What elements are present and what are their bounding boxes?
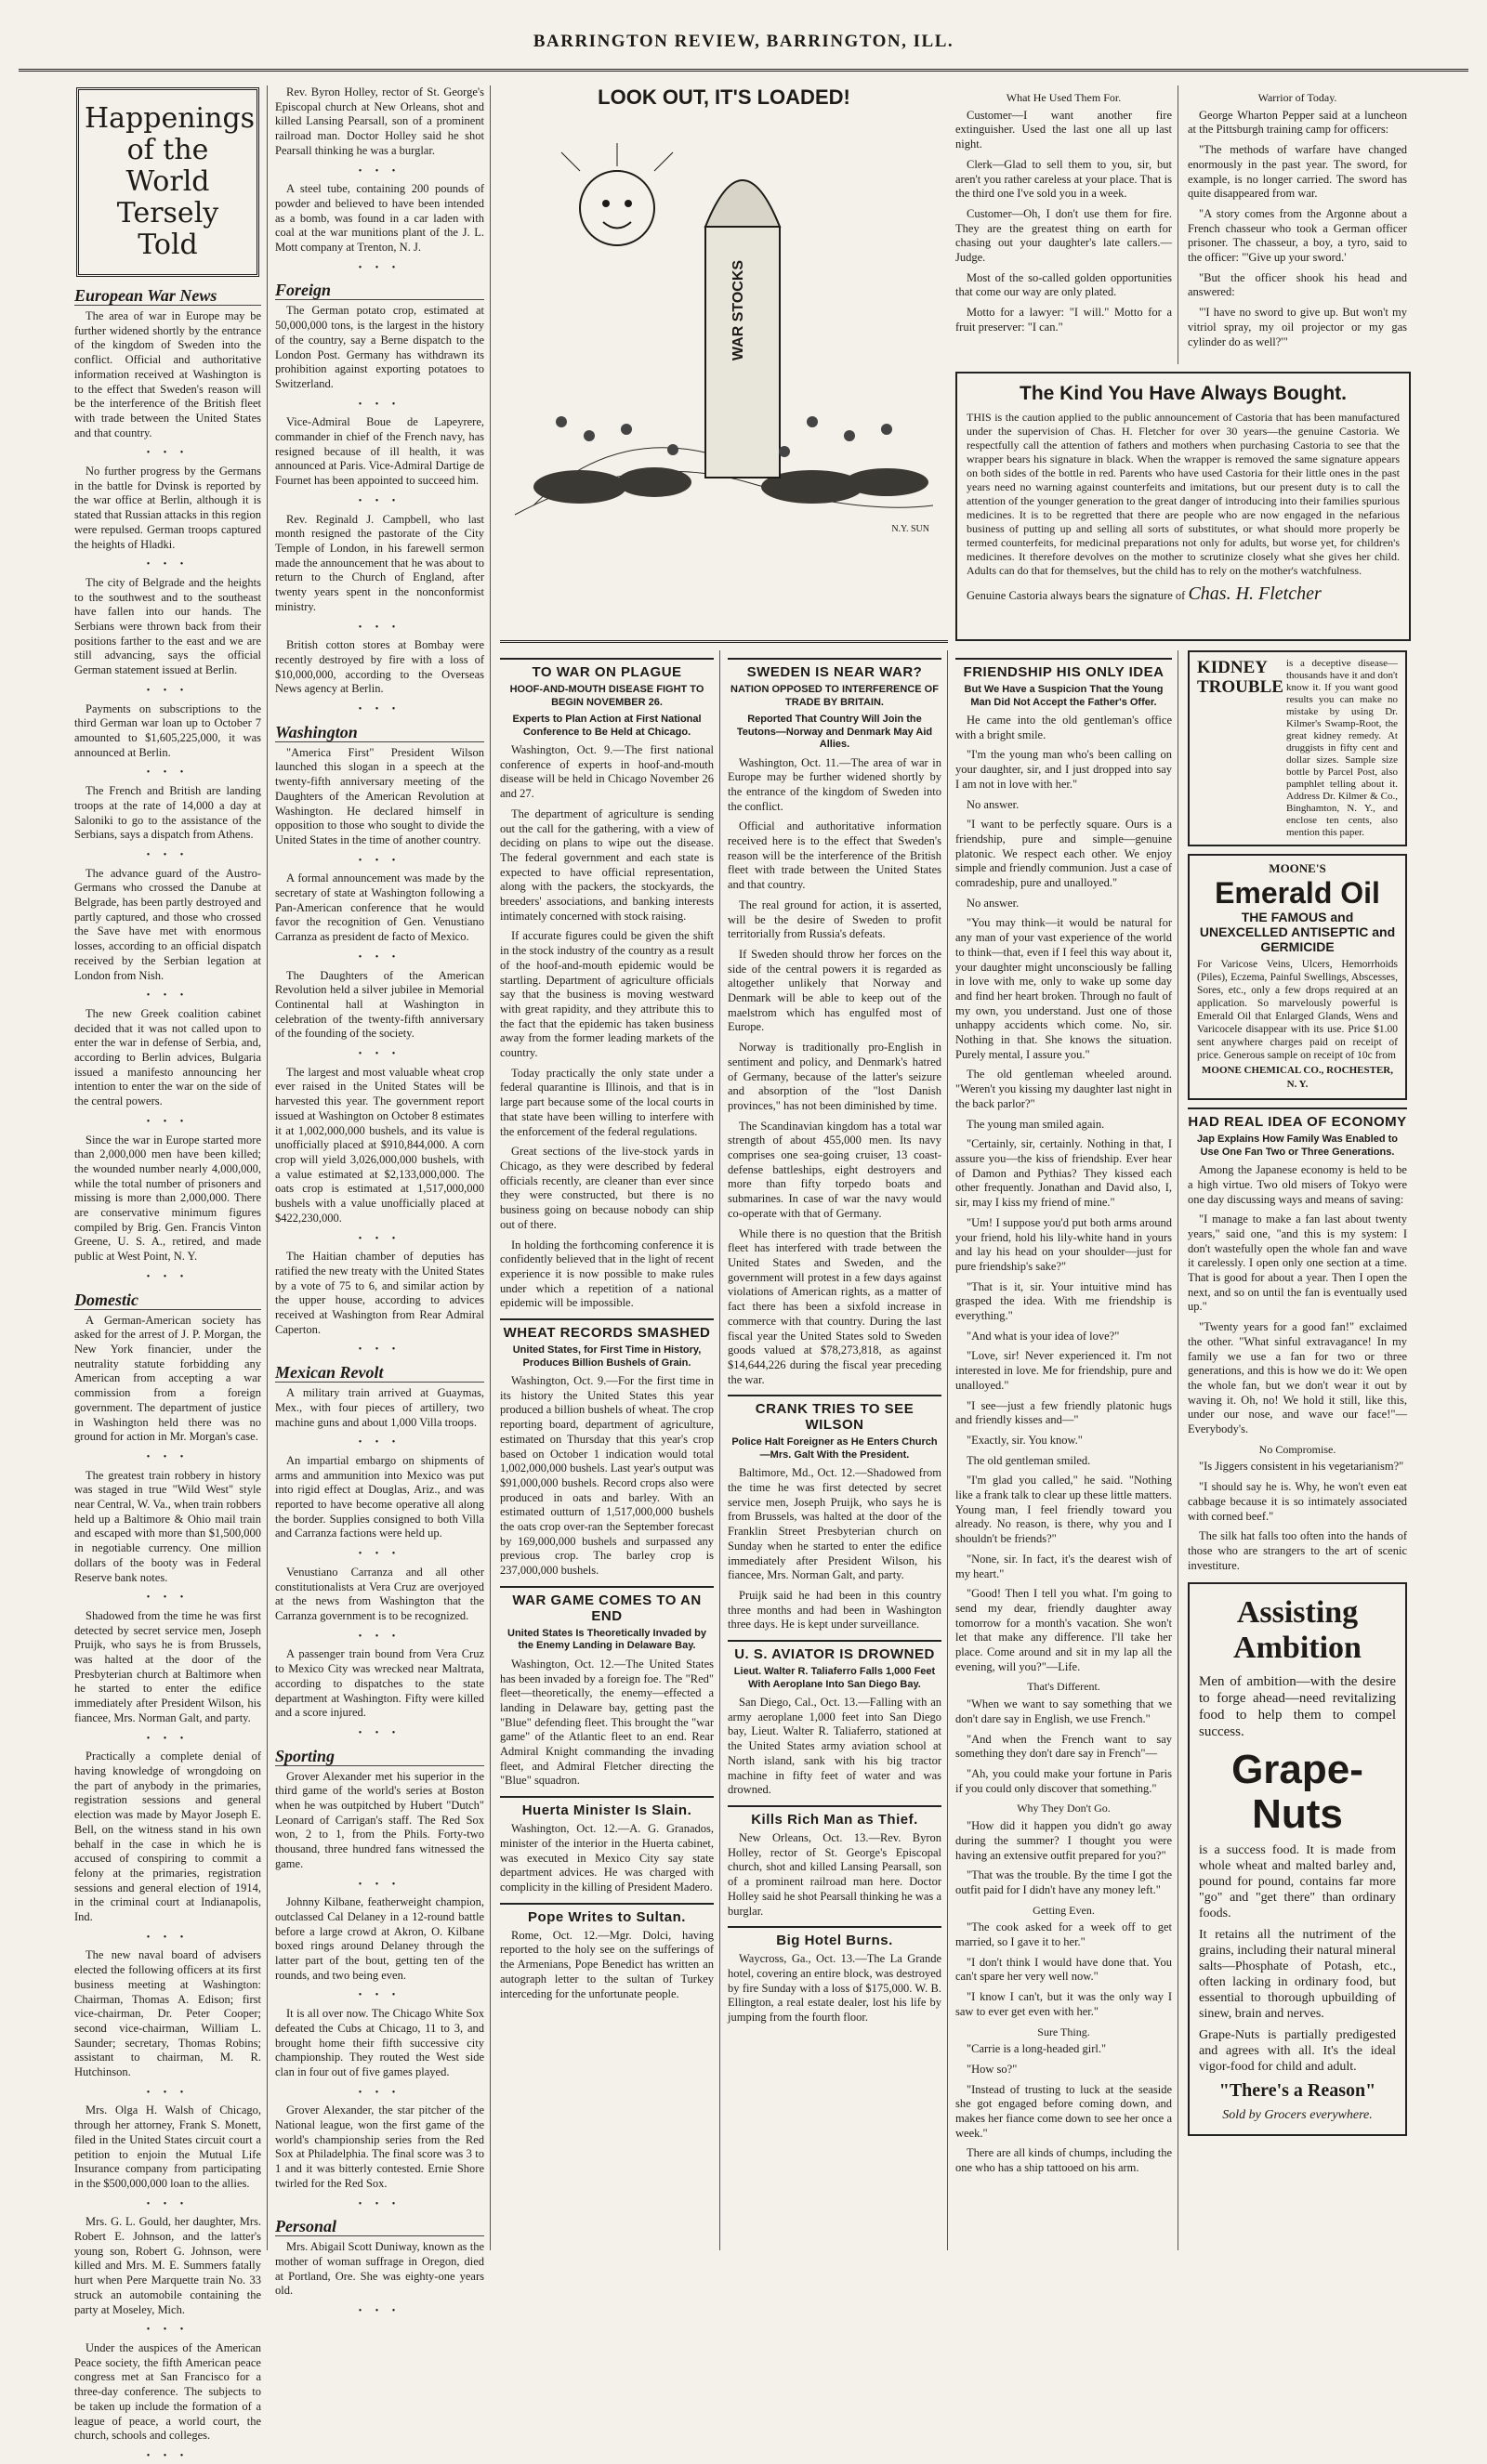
item-separator: • • • (358, 1549, 401, 1560)
news-item: A military train arrived at Guaymas, Mex., with four pieces of artillery, two machine guns and about 1,000 Villa troops. (275, 1386, 484, 1429)
news-item: No further progress by the Germans in the battle for Dvinsk is reported by the war office at Berlin, although it is stated that Russian attacks in this region were repulsed. German troops captured the heights of Hladki. (74, 465, 261, 551)
grape-brand: Grape-Nuts (1231, 1747, 1363, 1838)
warrior-paras (1188, 109, 1407, 350)
paragraph: "Exactly, sir. You know." (967, 1433, 1083, 1447)
item-separator: • • • (358, 1344, 401, 1356)
story-headline: Big Hotel Burns. (728, 1926, 941, 1948)
paragraph: "I manage to make a fan last about twenty years," said one, "and this is my system: I don't wastefully open the whole fan and wave it carelessly. I open only one section at a time. That is good for about a year. Then I open the next, and so on until the fan is eventually used up." (1188, 1212, 1407, 1314)
small-item-paragraph: "The cook asked for a week off to get married, so I gave it to her." (955, 1920, 1172, 1949)
paragraph: No answer. (967, 896, 1020, 910)
story-paragraph: The Scandinavian kingdom has a total war strength of about 455,000 men. Its navy comprises one sea-going cruiser, 13 coast-defense battleships, eight destroyers and more than fifty torpedo boats and submarines. In case of war the navy would co-operate with that of Germany. (728, 1119, 941, 1220)
paragraph: "That is it, sir. Your intuitive mind has grasped the idea. With me friendship is everything." (955, 1279, 1172, 1323)
moone-brand: MOONE'S (1269, 861, 1326, 875)
economy-sub: Jap Explains How Family Was Enabled to Use One Fan Two or Three Generations. (1197, 1134, 1398, 1158)
col5-small-items (955, 1680, 1172, 2175)
story-paragraph: Official and authoritative information received here is to the effect that Sweden's reason will be the interference of the British fleet with trade between the United States and that country. (728, 819, 941, 892)
section-heading: Domestic (74, 1291, 261, 1310)
item-separator: • • • (358, 855, 401, 866)
story-paragraph: Washington, Oct. 12.—The United States has been invaded by a foreign foe. The "Red" fleet—theoretically, the enemy—effected a landing in Delaware bay, getting past the "Blue" defending fleet. This brought the "war game" of the Atlantic fleet to an end. Rear Admiral Knight commanding the invading fleet, and Admiral Fletcher directing the "Blue" squadron. (500, 1657, 714, 1788)
news-item: The advance guard of the Austro-Germans who crossed the Danube at Belgrade, has been partly destroyed and partly captured, and those who crossed the Save have met with enormous losses, according to an official dispatch received by the Serbian legation at London from Nish. (74, 866, 261, 982)
story-paragraph: San Diego, Cal., Oct. 13.—Falling with an army aeroplane 1,000 feet into San Diego bay, Lieut. Walter R. Taliaferro, stationed at the United States army aviation school at North island, sank with his big tractor machine in fifty feet of water and was drowned. (728, 1696, 941, 1797)
castoria-sig-line: Genuine Castoria always bears the signature of (967, 589, 1186, 602)
news-item: The largest and most valuable wheat crop ever raised in the United States will be harvested this year. The government report issued at Washington on October 8 estimates it at 1,002,000,000 bushels, and its value is unofficially placed at $910,844,000. A corn crop will yield 3,026,000,000 bushels, with a value estimated at $2,133,000,000. The oats crop is estimated at 1,517,000,000 bushels with a value unofficially placed at $422,230,000. (275, 1065, 484, 1225)
story-headline: TO WAR ON PLAGUE (500, 658, 714, 680)
paragraph: "Twenty years for a good fan!" exclaimed the other. "What sinful extravagance! In my family we use a fan for two or three generations, and this is how we do it: We open the whole fan, but we don't wear it out by waving it. Oh, no! We hold it still, like this, under our nose, and wave our face!"—Everybody's. (1188, 1320, 1407, 1436)
cartoon-title: LOOK OUT, IT'S LOADED! (598, 85, 850, 109)
story-subhead: HOOF-AND-MOUTH DISEASE FIGHT TO BEGIN NOVEMBER 26. (509, 684, 704, 708)
grape-sold: Sold by Grocers everywhere. (1222, 2108, 1373, 2123)
paragraph: "The methods of warfare have changed enormously in the past year. The sword, for example, is no longer carried. The sword has quite disappeared from war. (1188, 143, 1407, 201)
paragraph: The old gentleman wheeled around. "Weren't you kissing my daughter last night in the back parlor?" (955, 1068, 1172, 1110)
story-headline: SWEDEN IS NEAR WAR? (728, 658, 941, 680)
grape-reason: "There's a Reason" (1218, 2080, 1376, 2102)
masthead: BARRINGTON REVIEW, BARRINGTON, ILL. (533, 32, 954, 51)
section-heading: Sporting (275, 1747, 484, 1766)
story-headline: CRANK TRIES TO SEE WILSON (728, 1395, 941, 1433)
small-item-paragraph: "I know I can't, but it was the only way I saw to ever get even with her." (955, 1990, 1172, 2018)
item-separator: • • • (146, 448, 190, 459)
story-paragraph: Washington, Oct. 11.—The area of war in Europe may be further widened shortly by the entrance of the kingdom of Sweden into the conflict. (728, 755, 941, 813)
small-item-head: That's Different. (1027, 1680, 1100, 1694)
news-item: The Daughters of the American Revolution held a silver jubilee in Memorial Continental hall at Washington in celebration of the twenty-fifth anniversary of the founding of the society. (275, 968, 484, 1041)
masthead-rule (19, 69, 1468, 72)
moone-tag: THE FAMOUS and UNEXCELLED ANTISEPTIC and GERMICIDE (1199, 909, 1396, 954)
compromise-paras (1188, 1460, 1407, 1573)
small-item-paragraph: "How did it happen you didn't go away during the summer? I thought you were having an extensive outfit prepared for you?" (955, 1819, 1172, 1862)
economy-head: HAD REAL IDEA OF ECONOMY (1188, 1107, 1407, 1130)
news-item: Rev. Reginald J. Campbell, who last month resigned the pastorate of the City Temple of London, in his farewell sermon made the announcement that he was about to return to the Church of England, after twenty years spent in the nonconformist ministry. (275, 512, 484, 613)
news-item: Under the auspices of the American Peace society, the fifth American peace congress met at San Francisco for a three-day conference. The subjects to be taken up include the formation of a league of peace, a world court, the church, schools and colleges. (74, 2341, 261, 2443)
section-heading: Mexican Revolt (275, 1363, 484, 1383)
paragraph: "I want to be perfectly square. Ours is a friendship, pure and simple—genuine platonic. We respect each other. We enjoy simple and friendly communion. Just a case of comradeship, pure and unalloyed." (955, 818, 1172, 890)
story-paragraph: Baltimore, Md., Oct. 12.—Shadowed from the time he was first detected by secret service men, Joseph Pruijk, who says he is from Brussels, was halted at the door of the Franklin Street Presbyterian church on Sunday when he started to enter the edifice immediately after President Wilson, his fiancee, Mrs. Norman Galt, and party. (728, 1466, 941, 1582)
news-item: Practically a complete denial of having knowledge of wrongdoing on the part of anybody in the primaries, registration sessions and general election was made by Mayor Joseph E. Bell, on the witness stand in his own behalf in the case in which he is accused of conspiring to commit a felony at the primaries, registration sessions and general election of 1914, in the criminal court at Indianapolis, Ind. (74, 1750, 261, 1924)
item-separator: • • • (358, 951, 401, 963)
news-item: Shadowed from the time he was first detected by secret service men, Joseph Pruijk, who says he is from Brussels, was halted at the door of the Presbyterian church at Baltimore when he started to enter the edifice immediately after President Wilson, his fiancee, Mrs. Norman Galt, and party. (74, 1608, 261, 1724)
small-item-paragraph: "And when the French want to say something they don't dare say in French"— (955, 1732, 1172, 1761)
section-heading: European War News (74, 286, 261, 306)
item-separator: • • • (146, 1733, 190, 1744)
item-separator: • • • (358, 399, 401, 410)
news-item: Mrs. Olga H. Walsh of Chicago, through her attorney, Frank S. Monett, filed in the United States circuit court a petition to enjoin the Mutual Life Insurance company from participating in the $500,000,000 loan to the allies. (74, 2104, 261, 2190)
paragraph: "A story comes from the Argonne about a French chasseur who took a German officer prisoner. The chasseur, a boy, a tyro, said to the officer: "'Give up your sword.' (1188, 206, 1407, 265)
kidney-ad (1188, 650, 1407, 846)
news-item: Venustiano Carranza and all other constitutionalists at Vera Cruz are overjoyed at the news from Washington that the Carranza government is to be recognized. (275, 1565, 484, 1622)
column-5-lower (955, 650, 1178, 2250)
item-separator: • • • (358, 165, 401, 177)
story-paragraph: Pruijk said he had been in this country three months and had been in Washington three days. He is kept under surveillance. (728, 1588, 941, 1632)
small-item-head: Sure Thing. (1037, 2025, 1090, 2038)
item-separator: • • • (358, 1631, 401, 1642)
paragraph: No answer. (967, 797, 1020, 811)
item-separator: • • • (358, 2306, 401, 2317)
item-separator: • • • (146, 2198, 190, 2209)
story-paragraph: Washington, Oct. 9.—The first national conference of experts in hoof-and-mouth disease will be held in Chicago November 26 and 27. (500, 743, 714, 801)
paragraph: "Is Jiggers consistent in his vegetarianism?" (1199, 1460, 1404, 1474)
news-item: Grover Alexander met his superior in the third game of the world's series at Boston when he was outpitched by Hubert "Dutch" Leonard of Carrigan's staff. The Red Sox won, 2 to 1, from the Phils. Forty-two thousand, three hundred fans witnessed the game. (275, 1769, 484, 1870)
small-item-paragraph: "Instead of trusting to luck at the seaside she got engaged before coming down, and makes her fiance come down to see her once a week." (955, 2082, 1172, 2140)
moone-company: MOONE CHEMICAL CO., ROCHESTER, N. Y. (1202, 1064, 1393, 1091)
news-item: Mrs. G. L. Gould, her daughter, Mrs. Robert E. Johnson, and the latter's young son, Robert G. Johnson, were killed and Mrs. M. E. Summers fatally hurt when Pere Marquette train No. 33 struck an automobile containing the party at Moseley, Mich. (74, 2215, 261, 2316)
item-separator: • • • (358, 704, 401, 715)
story-subhead: NATION OPPOSED TO INTERFERENCE OF TRADE BY BRITAIN. (730, 684, 939, 708)
section-heading: Personal (275, 2217, 484, 2236)
paragraph: The silk hat falls too often into the hands of those who are strangers to the art of scenic investiture. (1188, 1529, 1407, 1572)
story-paragraph: New Orleans, Oct. 13.—Rev. Byron Holley, rector of St. George's Episcopal church, shot and killed Lansing Pearsall, son of a prominent railroad man here. Doctor Holley said he shot Pearsall thinking he was a burglar. (728, 1830, 941, 1918)
news-item: The Haitian chamber of deputies has ratified the new treaty with the United States by a vote of 75 to 6, and similar action by the upper house, according to advices received at Washington from Rear Admiral Caperton. (275, 1250, 484, 1336)
paragraph: The young man smiled again. (967, 1117, 1105, 1131)
grape-body2: It retains all the nutriment of the grains, including their natural mineral salts—Phosphate of Potash, etc., often lacking in ordinary food, but essential to thorough upbuilding of sinew, brain and nerves. (1199, 1928, 1396, 2022)
paragraph: "Love, sir! Never experienced it. I'm not interested in love. Me for friendship, pure and unalloyed." (955, 1349, 1172, 1392)
news-item: It is all over now. The Chicago White Sox defeated the Cubs at Chicago, 11 to 3, and brought home their fifth successive city championship. They routed the West side clan in four out of five games played. (275, 2007, 484, 2078)
paragraph: Most of the so-called golden opportunities that come our way are only plated. (955, 270, 1172, 299)
grape-nuts-ad (1188, 1582, 1407, 2135)
item-separator: • • • (358, 1727, 401, 1738)
news-item: Grover Alexander, the star pitcher of the National league, won the first game of the world's championship series from the Red Sox at Philadelphia. The final score was 3 to 1 and it was bitterly contested. Ernie Shore twirled for the Red Sox. (275, 2104, 484, 2190)
paragraph: "I'm glad you called," he said. "Nothing like a frank talk to clear up these little matters. Young man, I feel friendly toward you already. No reason, is there, why you and I shouldn't be friends?" (955, 1474, 1172, 1546)
col3-stories (500, 658, 714, 2001)
story-paragraph: Waycross, Ga., Oct. 13.—The La Grande hotel, covering an entire block, was destroyed by fire Sunday with a loss of $175,000. W. B. Ellington, a real estate dealer, lost his life by jumping from the fourth floor. (728, 1952, 941, 2025)
grape-body3: Grape-Nuts is partially predigested and agrees with all. It's the ideal vigor-food for child and adult. (1199, 2028, 1396, 2075)
paragraph: Customer—I want another fire extinguisher. Used the last one all up last night. (955, 108, 1172, 151)
story-paragraph: The real ground for action, it is asserted, will be the desire of Sweden to profit territorially from Russia's defeats. (728, 898, 941, 941)
small-item-paragraph: There are all kinds of chumps, including the one who has a ship tattooed on his arm. (955, 2146, 1172, 2175)
cartoon-illustration (506, 115, 942, 524)
castoria-headline: The Kind You Have Always Bought. (1020, 383, 1347, 404)
column-1 (74, 85, 268, 2461)
item-separator: • • • (146, 1451, 190, 1462)
item-separator: • • • (358, 1990, 401, 2001)
paragraph: He came into the old gentleman's office with a bright smile. (955, 714, 1172, 741)
item-separator: • • • (358, 1437, 401, 1448)
item-separator: • • • (146, 1592, 190, 1604)
item-separator: • • • (146, 2325, 190, 2336)
castoria-sig-row (967, 583, 1400, 605)
paragraph: "Certainly, sir, certainly. Nothing in that, I assure you—the kiss of friendship. Ever hear of Damon and Pythias? They kissed each other frequently. Jonathan and David also, I, sir, may I kiss my friend of mine." (955, 1137, 1172, 1210)
item-separator: • • • (146, 849, 190, 860)
item-separator: • • • (146, 1932, 190, 1943)
column-4 (728, 650, 948, 2250)
paragraph: "Good! Then I tell you what. I'm going to send my dear, friendly daughter away tomorrow for a month's vacation. She won't let that make any difference. I'll take her place. Come around and sit in my lap all the evening, will you?"—Life. (955, 1587, 1172, 1673)
grape-assist: Assisting Ambition (1233, 1595, 1362, 1666)
news-item: Johnny Kilbane, featherweight champion, outclassed Cal Delaney in a 12-round battle before a large crowd at Akron, O. Kilbane boxed rings around Delaney through the latter part of the bout, getting ten of the rounds, and two being even. (275, 1895, 484, 1982)
item-separator: • • • (358, 2087, 401, 2098)
moone-text: For Varicose Veins, Ulcers, Hemorrhoids (Piles), Eczema, Painful Swellings, Abscesses, Sores, etc., only a few drops required at an application. So marvelously powerful is Emerald Oil that Enlarged Glands, Wens and Varicocele disappear with its use. Price $1.00 sent anywhere charges paid on receipt of price. Generous sample on receipt of 10c from (1197, 958, 1398, 1061)
paragraph: Motto for a lawyer: "I will." Motto for a fruit preserver: "I can." (955, 306, 1172, 334)
story-paragraph: If accurate figures could be given the shift in the stock industry of the country as a result of the hoof-and-mouth epidemic would be startling. Department of agriculture officials say that the business is moving westward with great rapidity, and they attribute this to the fact that the epidemic has taken business away from the former leading markets of the country. (500, 929, 714, 1060)
col1-sections (74, 286, 261, 2464)
warrior-head: Warrior of Today. (1257, 91, 1337, 104)
column-5 (955, 85, 1178, 364)
news-item: The greatest train robbery in history was staged in true "Wild West" style near Central, W. Va., when train robbers held up a Baltimore & Ohio mail train and escaped with more than $1,500,000 in negotiable currency. One million dollars of the booty was in Federal Reserve bank notes. (74, 1468, 261, 1584)
story-headline: WHEAT RECORDS SMASHED (500, 1318, 714, 1341)
paragraph: The old gentleman smiled. (967, 1453, 1091, 1467)
story-headline: U. S. AVIATOR IS DROWNED (728, 1640, 941, 1662)
item-separator: • • • (358, 262, 401, 273)
small-item-paragraph: "How so?" (967, 2062, 1018, 2076)
item-separator: • • • (358, 2198, 401, 2209)
cartoon-credit: N.Y. SUN (891, 524, 929, 534)
item-separator: • • • (146, 1271, 190, 1282)
story-paragraph: Today practically the only state under a federal quarantine is Illinois, and that is in large part because some of the local courts in that state have been willing to interfere with the enforcement of the federal regulations. (500, 1066, 714, 1138)
news-item: The French and British are landing troops at the rate of 14,000 a day at Saloniki to go to the assistance of the Serbians, says a dispatch from Athens. (74, 784, 261, 842)
story-subhead: Experts to Plan Action at First National Conference to Be Held at Chicago. (512, 714, 702, 738)
news-item: Mrs. Abigail Scott Duniway, known as the mother of woman suffrage in Oregon, died at Portland, Ore. She was eighty-one years old. (275, 2240, 484, 2298)
column-2 (275, 85, 491, 2317)
paragraph: "I'm the young man who's been calling on your daughter, sir, and I just dropped into say I am not in love with her." (955, 748, 1172, 791)
story-paragraph: Rome, Oct. 12.—Mgr. Dolci, having reported to the holy see on the sufferings of the Armenians, Pope Benedict has written an autograph letter to the sultan of Turkey interceding for the unfortunate people. (500, 1928, 714, 2000)
small-item-paragraph: "That was the trouble. By the time I got the outfit paid for I didn't have any money left." (955, 1868, 1172, 1896)
cartoon-block (500, 85, 948, 643)
story-headline: Pope Writes to Sultan. (500, 1903, 714, 1925)
castoria-body: THIS is the caution applied to the public announcement of Castoria that has been manufactured under the supervision of Chas. H. Fletcher for over 30 years—the genuine Castoria. We respectfully call the attention of fathers and mothers when purchasing Castoria to see that the wrapper bears his signature in black. When the wrapper is removed the same signature appears on both sides of the bottle in red. Parents who have used Castoria for their little ones in the past years need no warning against counterfeits and imitations, but our present duty is to call the attention of the younger generation to the great danger of introducing into their families spurious medicines. It is to be regretted that there are people who are now engaged in the nefarious business of putting up and selling all sorts of substitutes, or what should more properly be termed counterfeits, for medicinal preparations not only for adults, but worse yet, for children's medicines. It therefore devolves on the mother to scrutinize closely what she gives her child. Adults can do that for themselves, but the child has to rely on the mother's watchfulness. (967, 411, 1400, 577)
paragraph: "You may think—it would be natural for any man of your vast experience of the world to think—that, even if I feel this way about it, your daughter might unconsciously be falling in love with me, only to wake up some day and find her heart broken. Through no fault of my own, you understand. Just one of those unhappy accidents which come. No, sir. Nothing in that. She knows the situation. Purely mental, I assure you." (955, 916, 1172, 1061)
section-heading: Washington (275, 723, 484, 742)
paragraph: "Um! I suppose you'd put both arms around your friend, hold his lily-white hand in yours and lay his head on your shoulder—just for pure friendship's sake?" (955, 1215, 1172, 1273)
story-subhead: Reported That Country Will Join the Teutons—Norway and Denmark May Aid Allies. (736, 714, 933, 750)
small-item-paragraph: "I don't think I would have done that. You can't spare her very well now." (955, 1955, 1172, 1984)
story-headline: WAR GAME COMES TO AN END (500, 1586, 714, 1624)
friendship-sub: But We Have a Suspicion That the Young Man Did Not Accept the Father's Offer. (964, 684, 1164, 708)
item-separator: • • • (146, 2087, 190, 2098)
story-paragraph: If Sweden should throw her forces on the side of the central powers it is regarded as altogether unlikely that Norway and Denmark will be able to keep out of the maelstrom which has engulfed most of Europe. (728, 947, 941, 1034)
economy-paras (1188, 1163, 1407, 1437)
story-subhead: Lieut. Walter R. Taliaferro Falls 1,000 Feet With Aeroplane Into San Diego Bay. (733, 1666, 936, 1690)
castoria-ad (955, 372, 1411, 641)
item-separator: • • • (358, 622, 401, 633)
news-item: An impartial embargo on shipments of arms and ammunition into Mexico was put into rigid effect at Douglas, Ariz., and was reported to have become operative all along the border. Supplies consigned to both Villa and Carranza factions were held up. (275, 1453, 484, 1540)
grape-intro: Men of ambition—with the desire to forge ahead—need revitalizing food to help them to compel success. (1199, 1674, 1396, 1740)
castoria-signature: Chas. H. Fletcher (1188, 583, 1322, 604)
paragraph: Among the Japanese economy is held to be a high virtue. Two old misers of Tokyo were one day discussing ways and means of saving: (1188, 1163, 1407, 1206)
news-item: British cotton stores at Bombay were recently destroyed by fire with a loss of $10,000,000, according to the Overseas News agency at Berlin. (275, 638, 484, 696)
item-separator: • • • (146, 1116, 190, 1127)
news-item: Payments on subscriptions to the third German war loan up to October 7 amounted to $1,605,225,000, it was announced at Berlin. (74, 701, 261, 759)
story-subhead: Police Halt Foreigner as He Enters Church—Mrs. Galt With the President. (731, 1436, 938, 1461)
news-item: The German potato crop, estimated at 50,000,000 tons, is the largest in the history of the country, say a Berne dispatch to the London Post. Germany has withdrawn its prohibition against exporting potatoes to Switzerland. (275, 304, 484, 390)
item-separator: • • • (146, 990, 190, 1002)
column-6-top (1188, 85, 1411, 364)
small-item-head: Getting Even. (1033, 1903, 1095, 1917)
friendship-paras (955, 714, 1172, 1674)
story-paragraph: The department of agriculture is sending out the call for the gathering, with a view of deciding on plans to wipe out the disease. The federal government and each state is expected to have official representation, along with the packers, the stockyards, the breeders' associations, and banking interests intimately concerned with stock raising. (500, 806, 714, 923)
news-item: Rev. Byron Holley, rector of St. George's Episcopal church at New Orleans, shot and killed Lansing Pearsall, son of a prominent railroad man. Doctor Holley said he shot Pearsall thinking he was a burglar. (275, 85, 484, 157)
item-separator: • • • (146, 2450, 190, 2461)
story-paragraph: In holding the forthcoming conference it is confidently believed that in the light of recent experience it is now possible to make rules under which a repetition of a national epidemic will be impossible. (500, 1238, 714, 1310)
paragraph: Customer—Oh, I don't use them for fire. They are the greatest thing on earth for chasing out your daughter's late callers.—Judge. (955, 206, 1172, 265)
item-separator: • • • (146, 767, 190, 779)
moone-ad (1188, 854, 1407, 1100)
story-headline: Huerta Minister Is Slain. (500, 1796, 714, 1818)
story-paragraph: While there is no question that the British fleet has interfered with trade between the United States and Sweden, and the government will protest in a few days against violations of American rights, as a matter of fact there has been a sixfold increase in commerce with that country. During the last fiscal year the United States sold to Sweden goods valued at $78,273,818, as against $14,644,226 during the fiscal year preceding the war. (728, 1226, 941, 1386)
cartoon-shell-label: WAR STOCKS (730, 259, 746, 361)
item-separator: • • • (358, 1879, 401, 1890)
column-6-lower (1188, 650, 1411, 2250)
grape-body: is a success food. It is made from whole wheat and malted barley and, pound for pound, contains far more "go" and "get there" than ordinary foods. (1199, 1843, 1396, 1921)
used-them-head: What He Used Them For. (1006, 91, 1122, 104)
small-item-head: Why They Don't Go. (1017, 1802, 1111, 1815)
paragraph: George Wharton Pepper said at a luncheon at the Pittsburgh training camp for officers: (1188, 108, 1407, 137)
paragraph: "None, sir. In fact, it's the dearest wish of my heart." (955, 1552, 1172, 1580)
small-item-paragraph: "When we want to say something that we don't dare say in English, we use French." (955, 1697, 1172, 1725)
news-item: A passenger train bound from Vera Cruz to Mexico City was wrecked near Maltrata, according to dispatches to the state department at Washington. Fifty were killed and a score injured. (275, 1647, 484, 1720)
story-paragraph: Washington, Oct. 9.—For the first time in its history the United States this year produced a billion bushels of wheat. The crop reporting board, department of agriculture, estimated on Thursday that this year's crop based on October 1 indication would total 1,002,000,000 bushels. Last year's output was $91,000,000 bushels. Record crops also were produced in oats and barley. With an estimated outturn of 1,517,000,000 bushels the oats crop over-ran the September forecast by 169,000,000 bushels and surpassed any previous crop. The barley crop is 237,000,000 bushels. (500, 1374, 714, 1578)
story-headline: Kills Rich Man as Thief. (728, 1805, 941, 1828)
column-3 (500, 650, 720, 2250)
paragraph: Clerk—Glad to sell them to you, sir, but aren't you rather careless at your place. That is the third one I've sold you in a week. (955, 157, 1172, 201)
paragraph: "'I have no sword to give up. But won't my vitriol spray, my oil projector or my gas cylinder do as well?'" (1188, 306, 1407, 348)
item-separator: • • • (146, 685, 190, 696)
news-item: The city of Belgrade and the heights to the southwest and to the southeast have fallen into our hands. The Serbians were thrown back from their positions farther to the east and we are still advancing, says the official German statement issued at Berlin. (74, 575, 261, 677)
paragraph: "I see—just a few friendly platonic hugs and friendly kisses and—" (955, 1398, 1172, 1427)
news-item: The new Greek coalition cabinet decided that it was not called upon to enter the war in defense of Serbia, and, according to Berlin advices, Bulgaria issued a manifesto announcing her intention to enter the war on the side of the central powers. (74, 1006, 261, 1108)
col4-stories (728, 658, 941, 2025)
kidney-head: KIDNEY TROUBLE (1197, 658, 1283, 697)
kidney-text: is a deceptive disease—thousands have it and don't know it. If you want good results you can make no mistake by using Dr. Kilmer's Swamp-Root, the great kidney remedy. At druggists in fifty cent and dollar sizes. Sample size bottle by Parcel Post, also pamphlet telling about it. Address Dr. Kilmer & Co., Binghamton, N. Y., and enclose ten cents, also mention this paper. (1286, 658, 1398, 838)
news-item: The new naval board of advisers elected the following officers at its first business meeting at Washington: Chairman, Thomas A. Edison; first vice-chairman, Dr. Peter Cooper; second vice-chairman, William L. Saunder; secretary, Thomas Robins; assistant to chairman, M. R. Hutchinson. (74, 1948, 261, 2079)
compromise-head: No Compromise. (1258, 1442, 1336, 1456)
moone-name: Emerald Oil (1215, 875, 1380, 910)
item-separator: • • • (146, 559, 190, 570)
paragraph: "And what is your idea of love?" (967, 1329, 1120, 1343)
news-item: A steel tube, containing 200 pounds of powder and believed to have been intended as a bomb, was found in a car laden with coal at the war munitions plant of the J. L. Mott company at Trenton, N. J. (275, 182, 484, 255)
small-item-paragraph: "Carrie is a long-headed girl." (967, 2042, 1107, 2056)
friendship-head: FRIENDSHIP HIS ONLY IDEA (955, 658, 1172, 680)
news-item: Vice-Admiral Boue de Lapeyrere, commander in chief of the French navy, has resigned because of ill health, it was announced at Paris. Vice-Admiral Dartige de Fournet has been appointed to succeed him. (275, 415, 484, 488)
story-subhead: United States Is Theoretically Invaded by the Enemy Landing in Delaware Bay. (507, 1627, 706, 1652)
col2-sections (275, 85, 484, 2319)
news-item: A formal announcement was made by the secretary of state at Washington following a Pan-American conference that he would favor the recognition of Gen. Venustiano Carranza as president de facto of Mexico. (275, 872, 484, 944)
story-paragraph: Norway is traditionally pro-English in sentiment and policy, and Denmark's hatred of Germany, because of the latter's seizure and absorption of the "lost Danish provinces," has not been diminished by time. (728, 1041, 941, 1112)
news-item: A German-American society has asked for the arrest of J. P. Morgan, the New York financier, under the neutrality statute forbidding any American from accepting a war commission from a foreign government. The department of justice in Washington held there was no ground for action in Mr. Morgan's case. (74, 1313, 261, 1444)
col5-top-paras (955, 109, 1172, 335)
paragraph: "But the officer shook his head and answered: (1188, 270, 1407, 299)
news-item: "America First" President Wilson launched this slogan in a speech at the twenty-fifth anniversary meeting of the Daughters of the American Revolution at Washington. He declared himself in opposition to those who sought to divide the United States in the time of another country. (275, 745, 484, 846)
small-item-paragraph: "Ah, you could make your fortune in Paris if you could only discover that something." (955, 1767, 1172, 1795)
story-subhead: United States, for First Time in History, Produces Billion Bushels of Grain. (512, 1344, 702, 1369)
item-separator: • • • (358, 1233, 401, 1244)
happenings-box-title: Happenings of the World Tersely Told (76, 87, 259, 277)
story-paragraph: Great sections of the live-stock yards in Chicago, as they were described by federal officials recently, are cleaner than ever since they were constructed, but there is no business going on because nobody can ship out of there. (500, 1145, 714, 1231)
story-paragraph: Washington, Oct. 12.—A. G. Granados, minister of the interior in the Huerta cabinet, was executed in Mexico City say state department advices. He was charged with complicity in the killing of President Madero. (500, 1822, 714, 1894)
news-item: Since the war in Europe started more than 2,000,000 men have been killed; the wounded number nearly 4,000,000, while the total number of prisoners and missing is more than 2,000,000. There are conservative minimum figures compiled by Brig. Gen. Francis Vinton Greene, U. S. A., retired, and made public at West Point, N. Y. (74, 1133, 261, 1264)
section-heading: Foreign (275, 281, 484, 300)
item-separator: • • • (358, 495, 401, 506)
item-separator: • • • (358, 1049, 401, 1060)
paragraph: "I should say he is. Why, he won't even eat cabbage because it is so intimately associated with corned beef." (1188, 1480, 1407, 1523)
news-item: The area of war in Europe may be further widened shortly by the entrance of the kingdom of Sweden into the conflict. Official and authoritative information received at Washington is to the effect that Sweden's reason will be the interference of the British fleet with trade between the United States and that country. (74, 309, 261, 439)
